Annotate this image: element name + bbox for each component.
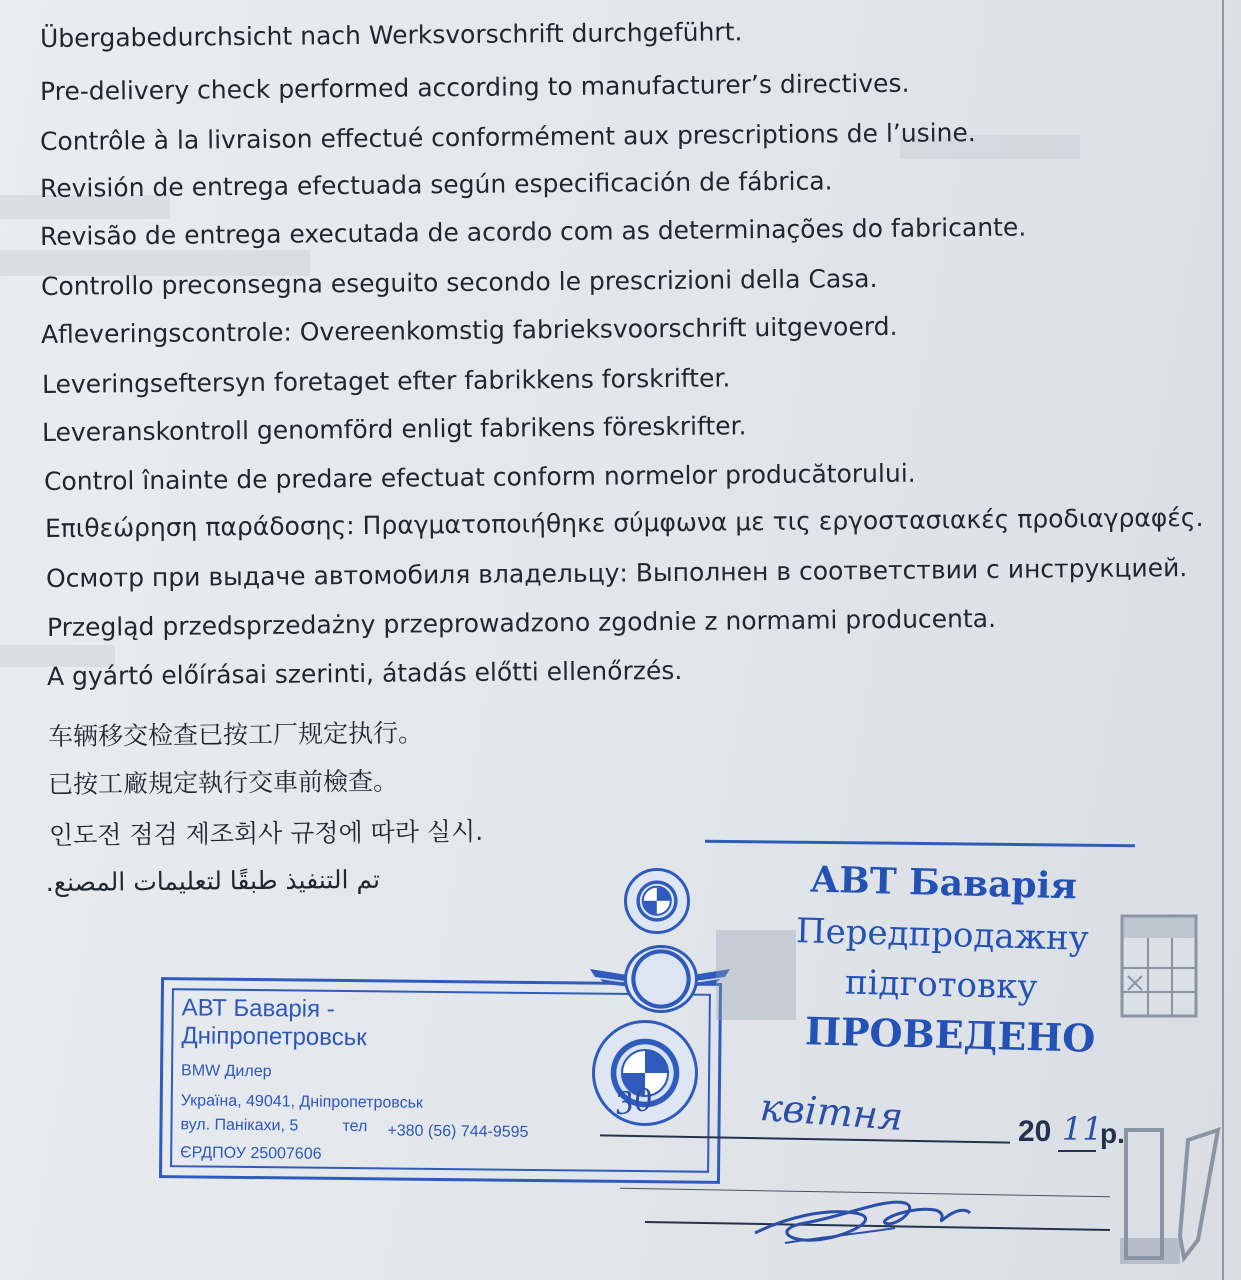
- dealer-name-line1: АВТ Баварія -: [181, 994, 335, 1023]
- completion-stamp-line4: ПРОВЕДЕНО: [804, 1008, 1096, 1061]
- statement-line-ru: Осмотр при выдаче автомобиля владельцу: Выполнен в соответствии с инструкцией.: [45, 553, 1188, 593]
- statement-line-el: Επιθεώρηση παράδοσης: Πραγματοποιήθηκε σύμφωνα με τις εργοστασιακές προδιαγραφές.: [44, 502, 1204, 543]
- statement-line-da: Leveringseftersyn foretaget efter fabrikkens forskrifter.: [41, 363, 731, 399]
- bmw-roundel-icon: [642, 886, 672, 916]
- statement-line-de: Übergabedurchsicht nach Werksvorschrift durchgeführt.: [39, 17, 743, 53]
- dealer-address: Україна, 49041, Дніпропетровськ: [180, 1092, 424, 1112]
- checklist-icon: [1118, 908, 1200, 1020]
- date-year-prefix: 20: [1018, 1115, 1052, 1148]
- statement-line-ar: تم التنفيذ طبقًا لتعليمات المصنع.: [45, 864, 381, 898]
- signature-scribble: [745, 1178, 975, 1258]
- statement-line-nl: Afleveringscontrole: Overeenkomstig fabrieksvoorschrift uitgevoerd.: [40, 311, 898, 349]
- statement-line-ro: Control înainte de predare efectuat conform normelor producătorului.: [43, 458, 916, 496]
- dealer-name-line2: Дніпропетровськ: [181, 1022, 367, 1052]
- dealer-stamp-name: [181, 994, 367, 1052]
- date-year-suffix: 11: [1062, 1110, 1103, 1148]
- dealer-phone: +380 (56) 744-9595: [387, 1122, 529, 1141]
- stamp-top-rule: [705, 840, 1135, 848]
- statement-line-it: Controllo preconsegna eseguito secondo le prescrizioni della Casa.: [40, 263, 878, 301]
- dealer-edrpou: ЄРДПОУ 25007606: [180, 1144, 322, 1163]
- statement-line-es: Revisión de entrega efectuada según especificación de fábrica.: [39, 166, 833, 203]
- date-year-unit: р.: [1100, 1118, 1125, 1149]
- year-underline: [1058, 1150, 1096, 1152]
- statement-line-hu: A gyártó előírásai szerinti, átadás előtti ellenőrzés.: [46, 655, 683, 691]
- statement-line-pt: Revisão de entrega executada de acordo com as determinações do fabricante.: [39, 212, 1027, 251]
- dealer-street: вул. Панікахи, 5: [180, 1116, 299, 1135]
- statement-line-zh-hans: 车辆移交检查已按工厂规定执行。: [47, 718, 424, 751]
- statement-line-ko: 인도전 점검 제조회사 규정에 따라 실시.: [48, 816, 484, 850]
- dealer-type: BMW Дилер: [180, 1062, 272, 1081]
- completion-stamp-line2: Передпродажну: [795, 911, 1090, 959]
- form-border: [1222, 0, 1224, 1280]
- completion-stamp-line3: підготовку: [844, 962, 1038, 1008]
- statement-line-sv: Leveranskontroll genomförd enligt fabrikens föreskrifter.: [41, 411, 747, 447]
- statement-line-pl: Przegląd przedsprzedażny przeprowadzono zgodnie z normami producenta.: [46, 603, 997, 642]
- dealer-phone-label: тел: [342, 1117, 368, 1136]
- date-day: 30: [612, 1082, 656, 1123]
- statement-line-zh-hant: 已按工廠規定執行交車前檢查。: [47, 766, 399, 799]
- bmw-emblem-small: [624, 868, 690, 934]
- mini-emblem: [624, 945, 698, 1013]
- completion-stamp-line1: АВТ Баварія: [809, 858, 1078, 908]
- pen-paper-icon: [1118, 1120, 1228, 1270]
- date-month: квітня: [758, 1085, 905, 1139]
- statement-line-en: Pre-delivery check performed according to manufacturer’s directives.: [39, 68, 910, 106]
- stamp-shadow-block: [716, 930, 796, 1020]
- statement-line-fr: Contrôle à la livraison effectué conformément aux prescriptions de l’usine.: [39, 118, 976, 156]
